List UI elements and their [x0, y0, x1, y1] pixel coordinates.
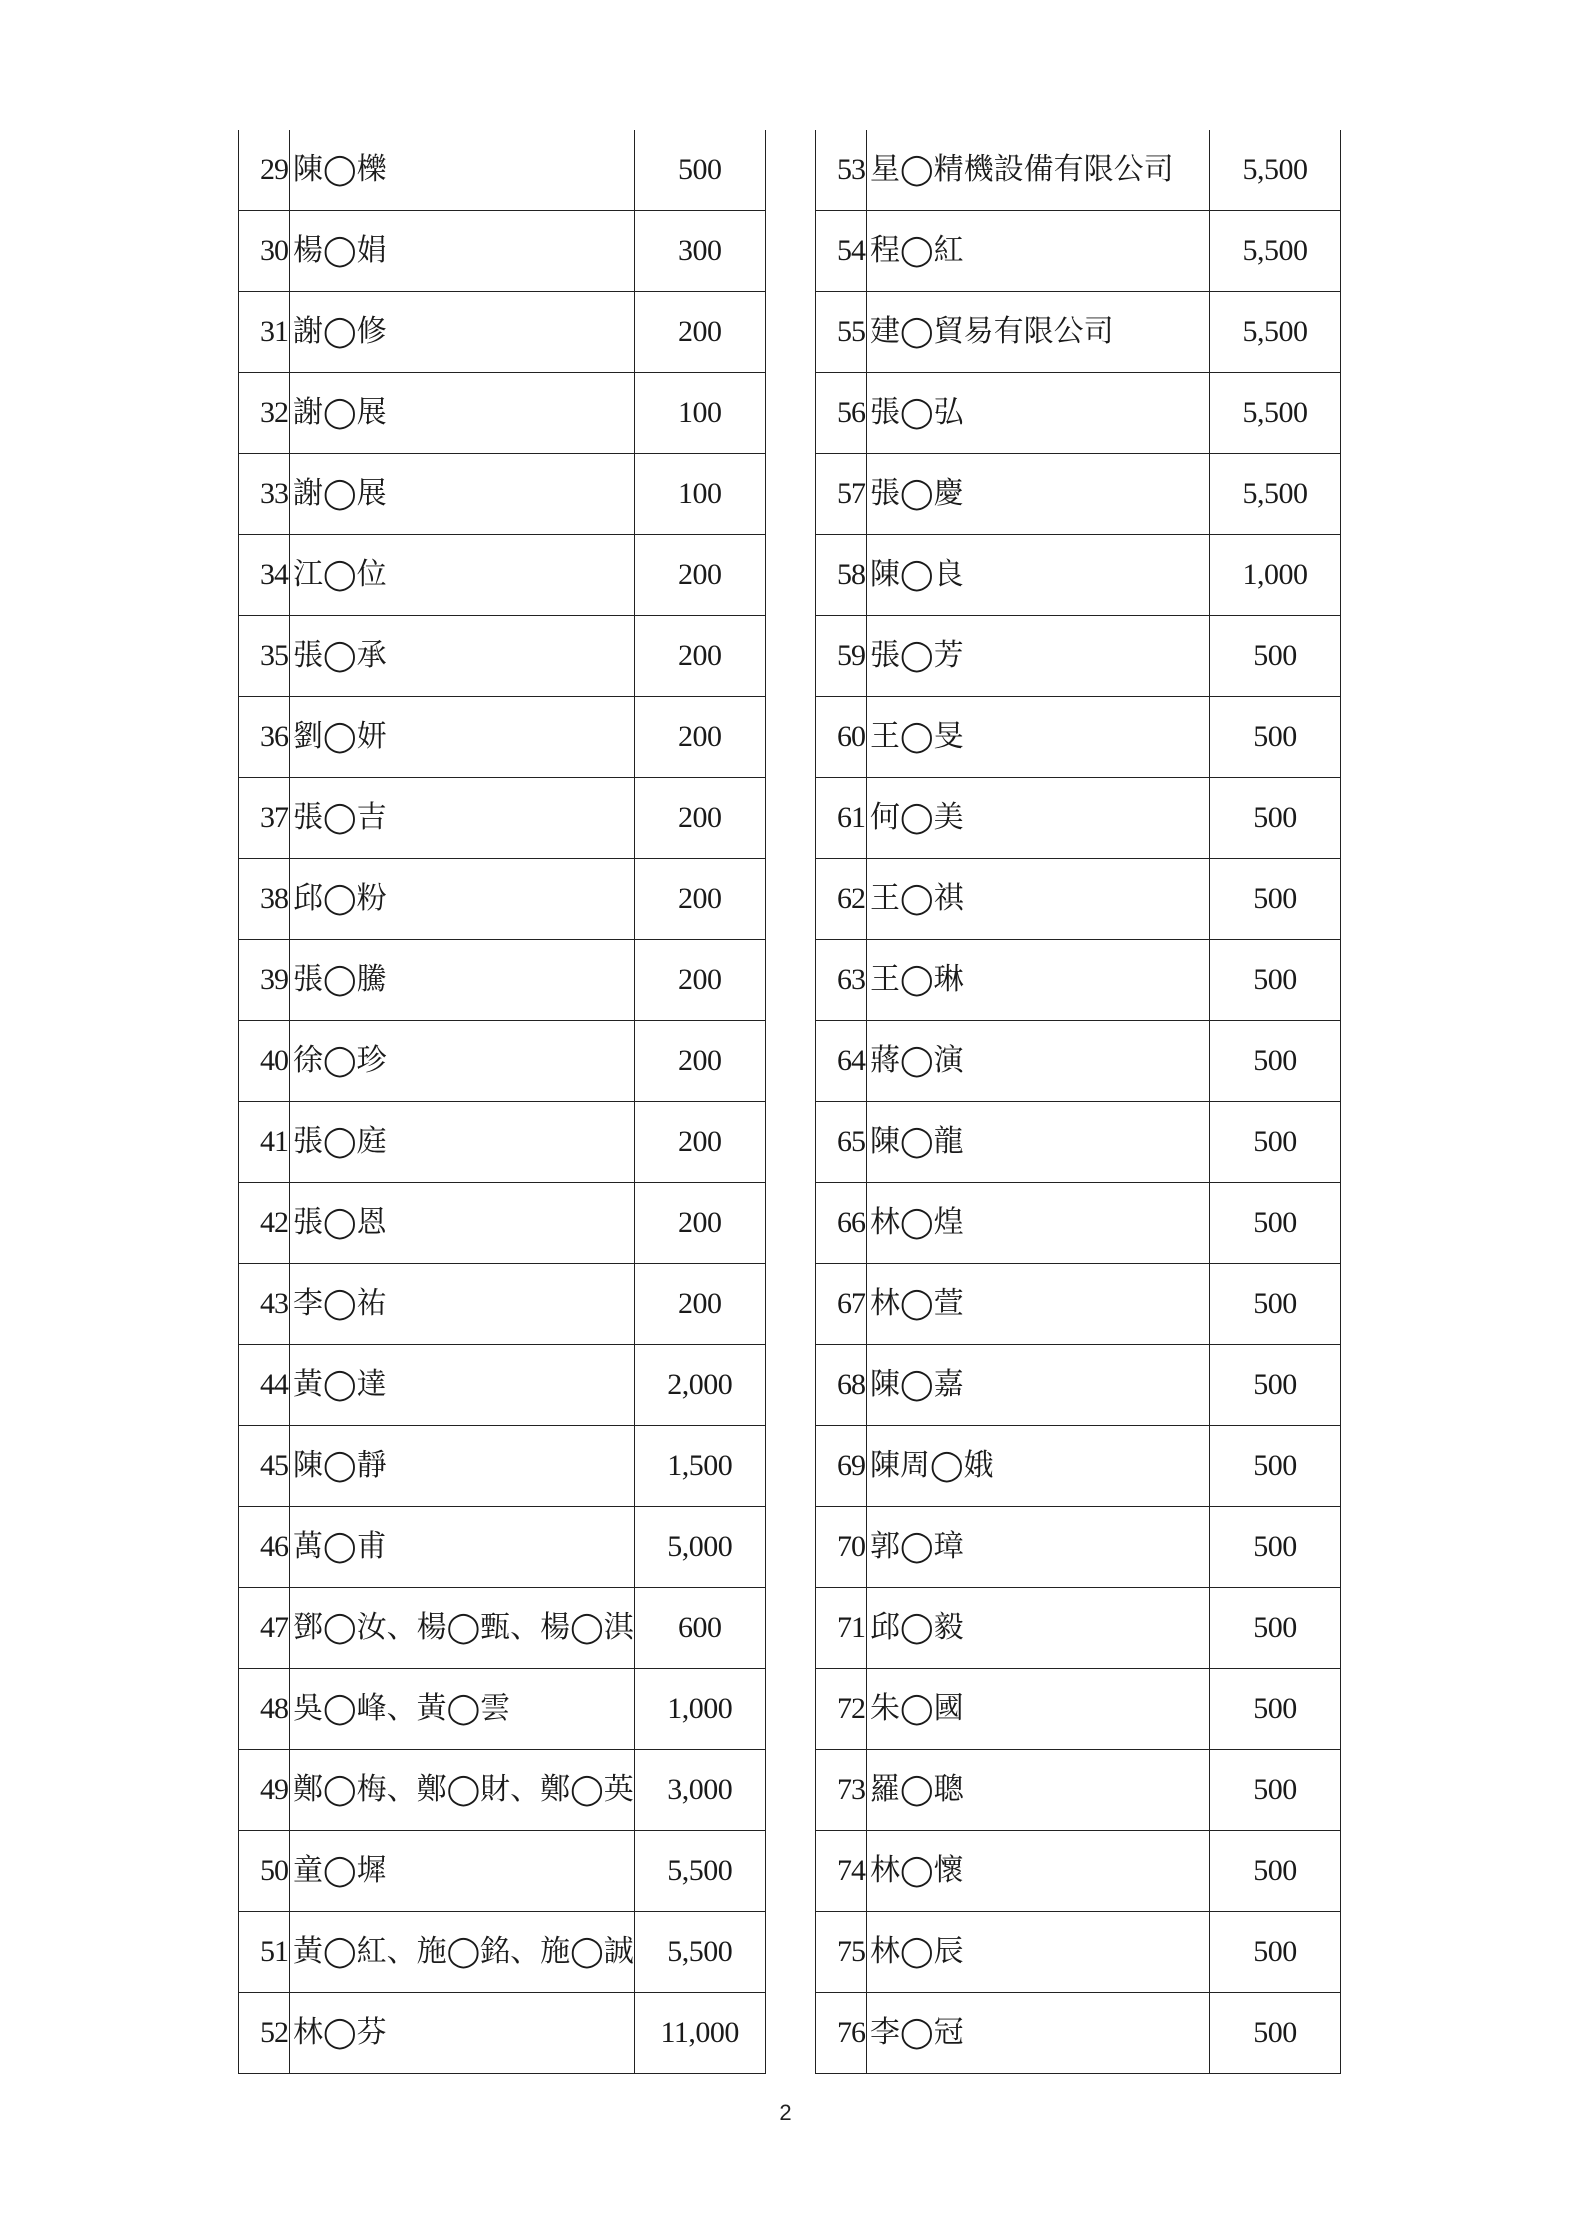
- donor-name: 鄧◯汝、楊◯甄、楊◯淇: [290, 1588, 635, 1669]
- donor-name: 楊◯娟: [290, 211, 635, 292]
- table-row: [239, 1426, 766, 1507]
- donation-amount: 200: [634, 616, 765, 697]
- donor-name: 徐◯珍: [290, 1021, 635, 1102]
- donation-amount: 200: [634, 1021, 765, 1102]
- row-number: 64: [816, 1021, 867, 1102]
- row-number: 38: [239, 859, 290, 940]
- table-row: [816, 1021, 1341, 1102]
- donation-table-left-body: [239, 130, 766, 2074]
- row-number: 76: [816, 1993, 867, 2074]
- donation-amount: 5,500: [1210, 373, 1341, 454]
- table-row: [239, 292, 766, 373]
- donation-amount: 5,500: [634, 1912, 765, 1993]
- row-number: 33: [239, 454, 290, 535]
- donation-amount: 500: [1210, 1345, 1341, 1426]
- donation-amount: 200: [634, 778, 765, 859]
- row-number: 45: [239, 1426, 290, 1507]
- donor-name: 童◯墀: [290, 1831, 635, 1912]
- donation-amount: 500: [1210, 1750, 1341, 1831]
- donor-name: 張◯騰: [290, 940, 635, 1021]
- donor-name: 林◯辰: [867, 1912, 1210, 1993]
- table-row: [816, 1750, 1341, 1831]
- donation-amount: 500: [1210, 1426, 1341, 1507]
- page-number: 2: [779, 2100, 792, 2125]
- donor-name: 王◯旻: [867, 697, 1210, 778]
- row-number: 40: [239, 1021, 290, 1102]
- donation-amount: 500: [1210, 859, 1341, 940]
- donor-name: 江◯位: [290, 535, 635, 616]
- donor-name: 林◯芬: [290, 1993, 635, 2074]
- row-number: 61: [816, 778, 867, 859]
- donor-name: 謝◯展: [290, 373, 635, 454]
- donation-amount: 200: [634, 292, 765, 373]
- table-row: [239, 1102, 766, 1183]
- table-row: [816, 130, 1341, 211]
- table-row: [239, 1993, 766, 2074]
- donation-amount: 100: [634, 373, 765, 454]
- donation-amount: 200: [634, 1264, 765, 1345]
- row-number: 47: [239, 1588, 290, 1669]
- donation-amount: 5,500: [634, 1831, 765, 1912]
- table-row: [816, 697, 1341, 778]
- table-row: [816, 859, 1341, 940]
- donation-amount: 5,000: [634, 1507, 765, 1588]
- donor-name: 建◯貿易有限公司: [867, 292, 1210, 373]
- row-number: 68: [816, 1345, 867, 1426]
- table-row: [239, 1831, 766, 1912]
- donor-name: 陳周◯娥: [867, 1426, 1210, 1507]
- row-number: 34: [239, 535, 290, 616]
- donor-name: 黃◯紅、施◯銘、施◯誠: [290, 1912, 635, 1993]
- donor-name: 謝◯展: [290, 454, 635, 535]
- row-number: 67: [816, 1264, 867, 1345]
- donation-amount: 5,500: [1210, 211, 1341, 292]
- row-number: 74: [816, 1831, 867, 1912]
- row-number: 37: [239, 778, 290, 859]
- row-number: 56: [816, 373, 867, 454]
- table-row: [816, 1345, 1341, 1426]
- row-number: 65: [816, 1102, 867, 1183]
- donation-amount: 600: [634, 1588, 765, 1669]
- row-number: 39: [239, 940, 290, 1021]
- row-number: 63: [816, 940, 867, 1021]
- donor-name: 星◯精機設備有限公司: [867, 130, 1210, 211]
- donor-name: 陳◯良: [867, 535, 1210, 616]
- donation-table-right: [815, 130, 1341, 2074]
- donation-amount: 500: [634, 130, 765, 211]
- donation-amount: 500: [1210, 1831, 1341, 1912]
- row-number: 71: [816, 1588, 867, 1669]
- donation-amount: 300: [634, 211, 765, 292]
- donor-name: 陳◯櫟: [290, 130, 635, 211]
- row-number: 58: [816, 535, 867, 616]
- table-row: [816, 778, 1341, 859]
- table-row: [816, 1912, 1341, 1993]
- donation-amount: 5,500: [1210, 454, 1341, 535]
- table-row: [239, 1264, 766, 1345]
- donor-name: 鄭◯梅、鄭◯財、鄭◯英: [290, 1750, 635, 1831]
- donation-amount: 200: [634, 859, 765, 940]
- donation-amount: 200: [634, 940, 765, 1021]
- donor-name: 吳◯峰、黃◯雲: [290, 1669, 635, 1750]
- donation-amount: 500: [1210, 1102, 1341, 1183]
- donation-amount: 5,500: [1210, 130, 1341, 211]
- row-number: 62: [816, 859, 867, 940]
- table-row: [816, 1669, 1341, 1750]
- row-number: 60: [816, 697, 867, 778]
- table-row: [816, 940, 1341, 1021]
- row-number: 50: [239, 1831, 290, 1912]
- donation-amount: 100: [634, 454, 765, 535]
- donor-name: 李◯冠: [867, 1993, 1210, 2074]
- donation-amount: 500: [1210, 1021, 1341, 1102]
- row-number: 75: [816, 1912, 867, 1993]
- table-row: [239, 1750, 766, 1831]
- donor-name: 朱◯國: [867, 1669, 1210, 1750]
- donation-amount: 500: [1210, 616, 1341, 697]
- donor-name: 邱◯毅: [867, 1588, 1210, 1669]
- donor-name: 何◯美: [867, 778, 1210, 859]
- table-row: [816, 454, 1341, 535]
- table-row: [816, 1264, 1341, 1345]
- row-number: 54: [816, 211, 867, 292]
- donor-name: 羅◯聰: [867, 1750, 1210, 1831]
- table-row: [239, 211, 766, 292]
- donor-name: 林◯煌: [867, 1183, 1210, 1264]
- row-number: 69: [816, 1426, 867, 1507]
- donor-name: 劉◯妍: [290, 697, 635, 778]
- table-row: [816, 211, 1341, 292]
- donor-name: 林◯懷: [867, 1831, 1210, 1912]
- table-row: [239, 373, 766, 454]
- donor-name: 蔣◯演: [867, 1021, 1210, 1102]
- donation-amount: 1,000: [1210, 535, 1341, 616]
- row-number: 52: [239, 1993, 290, 2074]
- donation-amount: 1,500: [634, 1426, 765, 1507]
- donation-amount: 200: [634, 697, 765, 778]
- donor-name: 邱◯粉: [290, 859, 635, 940]
- table-row: [816, 292, 1341, 373]
- row-number: 46: [239, 1507, 290, 1588]
- donation-amount: 500: [1210, 1183, 1341, 1264]
- donation-amount: 500: [1210, 697, 1341, 778]
- donation-amount: 200: [634, 1183, 765, 1264]
- donor-name: 王◯祺: [867, 859, 1210, 940]
- donor-name: 黃◯達: [290, 1345, 635, 1426]
- table-row: [816, 1831, 1341, 1912]
- row-number: 29: [239, 130, 290, 211]
- donation-amount: 500: [1210, 1507, 1341, 1588]
- donor-name: 張◯弘: [867, 373, 1210, 454]
- donation-amount: 500: [1210, 778, 1341, 859]
- table-row: [239, 130, 766, 211]
- donation-amount: 200: [634, 1102, 765, 1183]
- row-number: 42: [239, 1183, 290, 1264]
- row-number: 31: [239, 292, 290, 373]
- donor-name: 張◯慶: [867, 454, 1210, 535]
- donation-table-left: [238, 130, 766, 2074]
- donor-name: 李◯祐: [290, 1264, 635, 1345]
- donation-amount: 500: [1210, 1588, 1341, 1669]
- donor-name: 張◯芳: [867, 616, 1210, 697]
- row-number: 59: [816, 616, 867, 697]
- table-row: [239, 454, 766, 535]
- table-row: [239, 1183, 766, 1264]
- row-number: 57: [816, 454, 867, 535]
- row-number: 36: [239, 697, 290, 778]
- row-number: 35: [239, 616, 290, 697]
- donor-name: 程◯紅: [867, 211, 1210, 292]
- donor-name: 陳◯靜: [290, 1426, 635, 1507]
- table-row: [816, 1183, 1341, 1264]
- donation-amount: 500: [1210, 1993, 1341, 2074]
- table-row: [239, 859, 766, 940]
- donation-amount: 500: [1210, 1669, 1341, 1750]
- row-number: 43: [239, 1264, 290, 1345]
- table-row: [239, 1507, 766, 1588]
- table-row: [239, 1669, 766, 1750]
- row-number: 66: [816, 1183, 867, 1264]
- row-number: 73: [816, 1750, 867, 1831]
- table-row: [816, 535, 1341, 616]
- table-row: [239, 616, 766, 697]
- donor-name: 陳◯嘉: [867, 1345, 1210, 1426]
- row-number: 44: [239, 1345, 290, 1426]
- donor-name: 郭◯璋: [867, 1507, 1210, 1588]
- donation-amount: 500: [1210, 940, 1341, 1021]
- donor-name: 張◯恩: [290, 1183, 635, 1264]
- row-number: 55: [816, 292, 867, 373]
- table-row: [239, 697, 766, 778]
- row-number: 49: [239, 1750, 290, 1831]
- donation-amount: 5,500: [1210, 292, 1341, 373]
- table-row: [239, 1021, 766, 1102]
- donor-name: 張◯吉: [290, 778, 635, 859]
- donation-amount: 500: [1210, 1264, 1341, 1345]
- donor-name: 陳◯龍: [867, 1102, 1210, 1183]
- table-row: [816, 373, 1341, 454]
- table-row: [239, 535, 766, 616]
- table-row: [239, 1588, 766, 1669]
- table-row: [816, 1507, 1341, 1588]
- table-row: [239, 940, 766, 1021]
- donation-amount: 2,000: [634, 1345, 765, 1426]
- row-number: 32: [239, 373, 290, 454]
- row-number: 41: [239, 1102, 290, 1183]
- donation-amount: 500: [1210, 1912, 1341, 1993]
- table-row: [816, 616, 1341, 697]
- table-row: [816, 1426, 1341, 1507]
- row-number: 53: [816, 130, 867, 211]
- donor-name: 張◯庭: [290, 1102, 635, 1183]
- table-row: [816, 1102, 1341, 1183]
- table-row: [239, 778, 766, 859]
- donation-amount: 200: [634, 535, 765, 616]
- donation-amount: 1,000: [634, 1669, 765, 1750]
- row-number: 70: [816, 1507, 867, 1588]
- donor-name: 張◯承: [290, 616, 635, 697]
- donation-amount: 3,000: [634, 1750, 765, 1831]
- donor-name: 謝◯修: [290, 292, 635, 373]
- donor-name: 萬◯甫: [290, 1507, 635, 1588]
- donation-amount: 11,000: [634, 1993, 765, 2074]
- donor-name: 林◯萱: [867, 1264, 1210, 1345]
- table-row: [239, 1345, 766, 1426]
- row-number: 48: [239, 1669, 290, 1750]
- row-number: 72: [816, 1669, 867, 1750]
- row-number: 51: [239, 1912, 290, 1993]
- table-row: [816, 1993, 1341, 2074]
- table-row: [239, 1912, 766, 1993]
- table-row: [816, 1588, 1341, 1669]
- row-number: 30: [239, 211, 290, 292]
- donation-table-right-body: [816, 130, 1341, 2074]
- donor-name: 王◯琳: [867, 940, 1210, 1021]
